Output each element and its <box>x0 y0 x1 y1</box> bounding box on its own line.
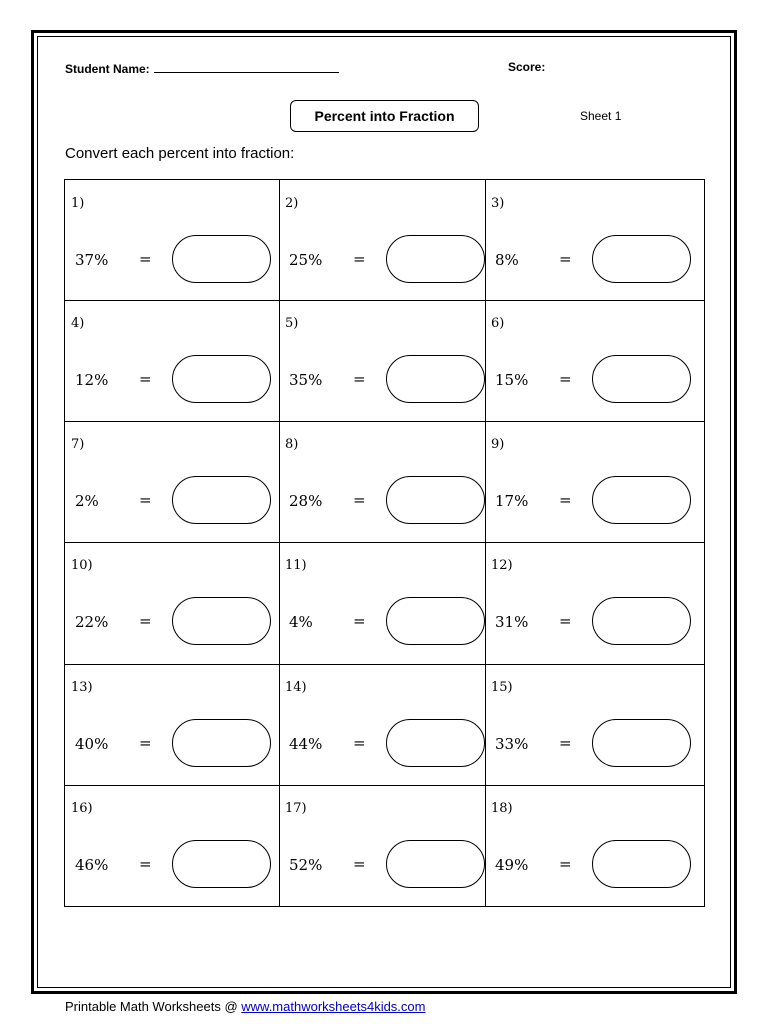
equals-sign: = <box>559 612 572 630</box>
problem-percent: 52% <box>289 856 323 874</box>
answer-box[interactable] <box>386 476 485 524</box>
equals-sign: = <box>139 491 152 509</box>
problem-cell <box>279 542 485 663</box>
problem-cell <box>65 785 279 906</box>
equals-sign: = <box>559 855 572 873</box>
answer-box[interactable] <box>592 476 691 524</box>
problem-cell <box>279 664 485 785</box>
problem-number: 12) <box>491 558 513 573</box>
answer-box[interactable] <box>592 597 691 645</box>
equals-sign: = <box>139 250 152 268</box>
problem-percent: 4% <box>289 613 313 631</box>
equals-sign: = <box>139 734 152 752</box>
answer-box[interactable] <box>172 476 271 524</box>
problem-number: 1) <box>71 196 85 211</box>
problem-percent: 49% <box>495 856 529 874</box>
answer-box[interactable] <box>386 719 485 767</box>
sheet-label: Sheet 1 <box>580 109 622 123</box>
problem-cell <box>65 300 279 421</box>
problem-cell <box>279 421 485 542</box>
problem-number: 6) <box>491 316 505 331</box>
equals-sign: = <box>353 250 366 268</box>
problem-cell <box>485 785 706 906</box>
answer-box[interactable] <box>386 597 485 645</box>
problem-percent: 44% <box>289 735 323 753</box>
problem-percent: 31% <box>495 613 529 631</box>
equals-sign: = <box>139 612 152 630</box>
problem-number: 5) <box>285 316 299 331</box>
equals-sign: = <box>139 370 152 388</box>
worksheet-title <box>290 100 479 132</box>
answer-box[interactable] <box>386 840 485 888</box>
problem-cell <box>279 300 485 421</box>
problem-percent: 8% <box>495 251 519 269</box>
equals-sign: = <box>353 612 366 630</box>
problem-percent: 17% <box>495 492 529 510</box>
student-name-field <box>65 60 339 76</box>
footer <box>65 999 425 1014</box>
answer-box[interactable] <box>172 235 271 283</box>
problem-number: 7) <box>71 437 85 452</box>
problem-number: 11) <box>285 558 307 573</box>
problem-percent: 35% <box>289 371 323 389</box>
problem-number: 17) <box>285 801 307 816</box>
problem-grid <box>64 179 705 907</box>
answer-box[interactable] <box>172 719 271 767</box>
answer-box[interactable] <box>172 840 271 888</box>
problem-percent: 22% <box>75 613 109 631</box>
problem-number: 10) <box>71 558 93 573</box>
problem-cell <box>485 542 706 663</box>
problem-number: 14) <box>285 680 307 695</box>
problem-number: 15) <box>491 680 513 695</box>
equals-sign: = <box>353 855 366 873</box>
problem-cell <box>65 664 279 785</box>
answer-box[interactable] <box>386 355 485 403</box>
problem-cell <box>279 180 485 301</box>
answer-box[interactable] <box>592 355 691 403</box>
equals-sign: = <box>559 734 572 752</box>
problem-percent: 2% <box>75 492 99 510</box>
problem-cell <box>485 180 706 301</box>
problem-percent: 37% <box>75 251 109 269</box>
equals-sign: = <box>353 734 366 752</box>
footer-link[interactable]: www.mathworksheets4kids.com <box>241 999 426 1014</box>
problem-cell <box>485 664 706 785</box>
student-name-label: Student Name: <box>65 62 150 76</box>
student-name-blank[interactable] <box>154 60 339 73</box>
problem-number: 4) <box>71 316 85 331</box>
answer-box[interactable] <box>172 597 271 645</box>
answer-box[interactable] <box>592 840 691 888</box>
problem-cell <box>485 300 706 421</box>
problem-percent: 46% <box>75 856 109 874</box>
problem-cell <box>485 421 706 542</box>
equals-sign: = <box>139 855 152 873</box>
problem-number: 13) <box>71 680 93 695</box>
equals-sign: = <box>353 370 366 388</box>
problem-number: 8) <box>285 437 299 452</box>
problem-percent: 40% <box>75 735 109 753</box>
equals-sign: = <box>559 370 572 388</box>
answer-box[interactable] <box>172 355 271 403</box>
problem-number: 18) <box>491 801 513 816</box>
instructions: Convert each percent into fraction: <box>65 145 295 162</box>
problem-percent: 15% <box>495 371 529 389</box>
problem-number: 2) <box>285 196 299 211</box>
problem-cell <box>65 421 279 542</box>
problem-number: 16) <box>71 801 93 816</box>
equals-sign: = <box>353 491 366 509</box>
problem-number: 3) <box>491 196 505 211</box>
problem-percent: 33% <box>495 735 529 753</box>
equals-sign: = <box>559 491 572 509</box>
answer-box[interactable] <box>386 235 485 283</box>
problem-cell <box>65 542 279 663</box>
problem-percent: 12% <box>75 371 109 389</box>
score-label: Score: <box>508 60 546 74</box>
answer-box[interactable] <box>592 235 691 283</box>
problem-cell <box>65 180 279 301</box>
problem-percent: 28% <box>289 492 323 510</box>
equals-sign: = <box>559 250 572 268</box>
problem-percent: 25% <box>289 251 323 269</box>
problem-cell <box>279 785 485 906</box>
answer-box[interactable] <box>592 719 691 767</box>
problem-number: 9) <box>491 437 505 452</box>
footer-text: Printable Math Worksheets @ <box>65 999 242 1014</box>
worksheet-title-text: Percent into Fraction <box>314 108 455 124</box>
